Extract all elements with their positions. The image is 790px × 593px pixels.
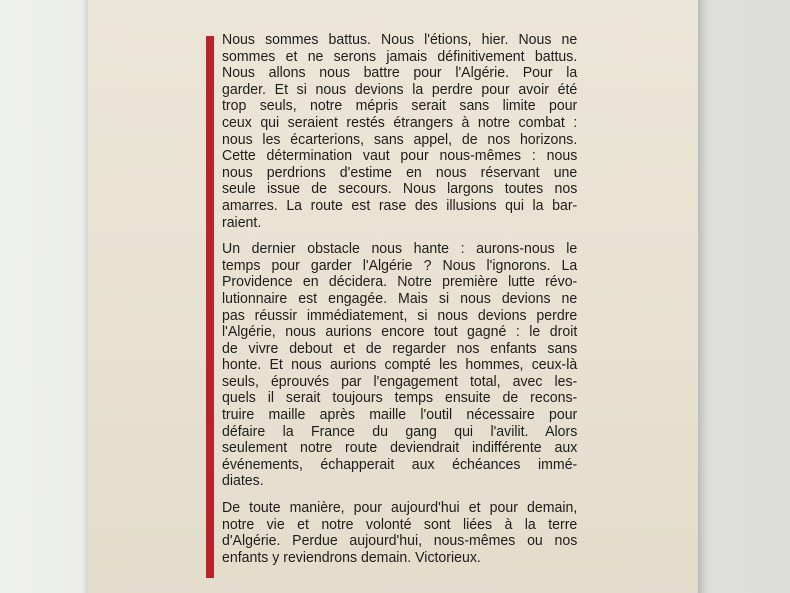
text-line: garder. Et si nous devions la perdre pour avoir été: [222, 80, 578, 98]
text-line: Cette détermination vaut pour nous-mêmes : nous: [222, 147, 578, 165]
paragraph-1: [222, 32, 577, 231]
text-line: lutionnaire est engagée. Mais si nous devions ne: [222, 289, 578, 307]
text-line: sommes et ne serons jamais définitivement battus.: [222, 47, 578, 65]
text-line: truire maille après maille l'outil nécessaire pour: [222, 406, 578, 424]
paragraph-3: [222, 500, 577, 566]
text-line: Nous allons nous battre pour l'Algérie. Pour la: [222, 64, 578, 82]
text-line: honte. Et nous aurions compté les hommes, ceux-là: [222, 356, 578, 374]
text-line: ceux qui seraient restés étrangers à notre combat :: [222, 113, 578, 131]
text-line: d'Algérie. Perdue aujourd'hui, nous-mêmes ou nos: [222, 532, 578, 550]
text-line: Nous sommes battus. Nous l'étions, hier. Nous ne: [222, 31, 578, 48]
text-line: défaire la France du gang qui l'avilit. Alors: [222, 422, 578, 440]
red-margin-bar: [206, 36, 214, 578]
text-line: seule issue de secours. Nous largons toutes nos: [222, 180, 578, 198]
text-line: quels il serait toujours temps ensuite de recons-: [222, 389, 578, 407]
text-line: trop seuls, notre mépris serait sans limite pour: [222, 97, 578, 115]
text-line: temps pour garder l'Algérie ? Nous l'ignorons. La: [222, 256, 578, 274]
text-line: l'Algérie, nous aurions encore tout gagné : le droit: [222, 323, 578, 341]
text-line: diates.: [222, 472, 264, 490]
text-line: Un dernier obstacle nous hante : aurons-nous le: [222, 240, 578, 258]
text-line: seulement notre route deviendrait indifférente aux: [222, 439, 578, 457]
text-line: enfants y reviendrons demain. Victorieux.: [222, 548, 481, 566]
text-line: événements, échapperait aux échéances immé-: [222, 455, 578, 473]
text-line: Providence en décidera. Notre première lutte révo-: [222, 273, 578, 291]
text-line: amarres. La route est rase des illusions qui la bar-: [222, 196, 578, 214]
paragraph-2: [222, 241, 577, 490]
text-line: raient.: [222, 213, 262, 231]
text-line: notre vie et notre volonté sont liées à la terre: [222, 515, 578, 533]
text-line: seuls, éprouvés par l'engagement total, avec les-: [222, 372, 578, 390]
text-line: nous perdrions d'estime en nous réservant une: [222, 163, 578, 181]
text-line: De toute manière, pour aujourd'hui et pour demain,: [222, 499, 578, 517]
body-text: [222, 32, 577, 576]
text-line: nous les écarterions, sans appel, de nos horizons.: [222, 130, 578, 148]
text-line: de vivre debout et de regarder nos enfants sans: [222, 339, 578, 357]
text-line: pas réussir immédiatement, si nous devions perdre: [222, 306, 578, 324]
